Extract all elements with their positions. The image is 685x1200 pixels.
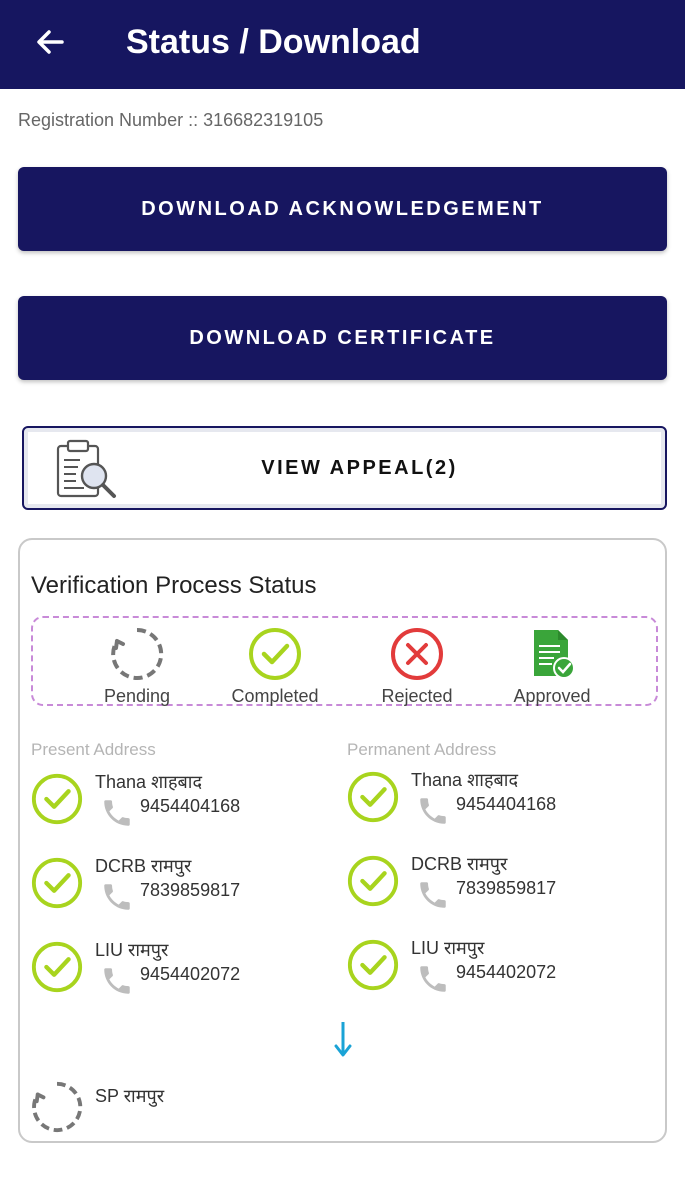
pending-icon bbox=[109, 626, 165, 682]
present-entry-dcrb bbox=[30, 854, 330, 914]
status-legend bbox=[31, 616, 658, 706]
present-entry-liu bbox=[30, 938, 330, 998]
legend-pending bbox=[77, 626, 197, 707]
arrow-down-icon bbox=[333, 1020, 353, 1058]
completed-check-icon bbox=[30, 772, 84, 826]
phone-number[interactable]: 7839859817 bbox=[140, 880, 241, 900]
completed-check-icon bbox=[30, 856, 84, 910]
phone-number[interactable]: 9454404168 bbox=[456, 794, 557, 814]
permanent-entry-dcrb bbox=[346, 852, 646, 912]
phone-number[interactable]: 9454402072 bbox=[456, 962, 557, 982]
legend-rejected-label: Rejected bbox=[381, 686, 453, 706]
phone-icon[interactable] bbox=[100, 880, 134, 914]
office-name: Thana शाहबाद bbox=[411, 770, 518, 790]
phone-icon[interactable] bbox=[416, 878, 450, 912]
office-name: LIU रामपुर bbox=[95, 940, 169, 960]
phone-number[interactable]: 9454404168 bbox=[140, 796, 241, 816]
rejected-x-icon bbox=[389, 626, 445, 682]
view-appeal-button[interactable] bbox=[22, 426, 667, 510]
phone-icon[interactable] bbox=[100, 964, 134, 998]
completed-check-icon bbox=[346, 854, 400, 908]
legend-approved bbox=[492, 626, 612, 707]
legend-rejected bbox=[357, 626, 477, 707]
permanent-address-heading: Permanent Address bbox=[347, 740, 497, 759]
pending-icon bbox=[30, 1080, 84, 1134]
phone-number[interactable]: 9454402072 bbox=[140, 964, 241, 984]
office-name: DCRB रामपुर bbox=[95, 856, 192, 876]
office-name: Thana शाहबाद bbox=[95, 772, 202, 792]
approved-document-icon bbox=[524, 626, 580, 682]
office-name: SP रामपुर bbox=[95, 1086, 165, 1106]
registration-number: Registration Number :: 316682319105 bbox=[18, 110, 324, 130]
completed-check-icon bbox=[30, 940, 84, 994]
legend-completed-label: Completed bbox=[231, 686, 319, 706]
phone-icon[interactable] bbox=[416, 962, 450, 996]
present-entry-thana bbox=[30, 770, 330, 830]
office-name: DCRB रामपुर bbox=[411, 854, 508, 874]
arrow-left-icon bbox=[34, 26, 66, 58]
legend-approved-label: Approved bbox=[513, 686, 591, 706]
completed-check-icon bbox=[346, 770, 400, 824]
verification-status-card bbox=[18, 538, 667, 1143]
page-title: Status / Download bbox=[126, 23, 421, 61]
download-acknowledgement-button[interactable]: DOWNLOAD ACKNOWLEDGEMENT bbox=[18, 167, 667, 251]
permanent-entry-thana bbox=[346, 768, 646, 828]
permanent-entry-liu bbox=[346, 936, 646, 996]
legend-pending-label: Pending bbox=[103, 686, 171, 706]
view-appeal-label: VIEW APPEAL(2) bbox=[261, 456, 458, 479]
office-name: LIU रामपुर bbox=[411, 938, 485, 958]
final-entry-sp bbox=[30, 1080, 330, 1140]
phone-number[interactable]: 7839859817 bbox=[456, 878, 557, 898]
app-bar bbox=[0, 0, 685, 89]
phone-icon[interactable] bbox=[416, 794, 450, 828]
back-button[interactable] bbox=[30, 22, 70, 62]
legend-completed bbox=[215, 626, 335, 707]
completed-check-icon bbox=[346, 938, 400, 992]
phone-icon[interactable] bbox=[100, 796, 134, 830]
download-certificate-button[interactable]: DOWNLOAD CERTIFICATE bbox=[18, 296, 667, 380]
verification-title: Verification Process Status bbox=[31, 572, 317, 599]
completed-check-icon bbox=[247, 626, 303, 682]
present-address-heading: Present Address bbox=[31, 740, 156, 759]
